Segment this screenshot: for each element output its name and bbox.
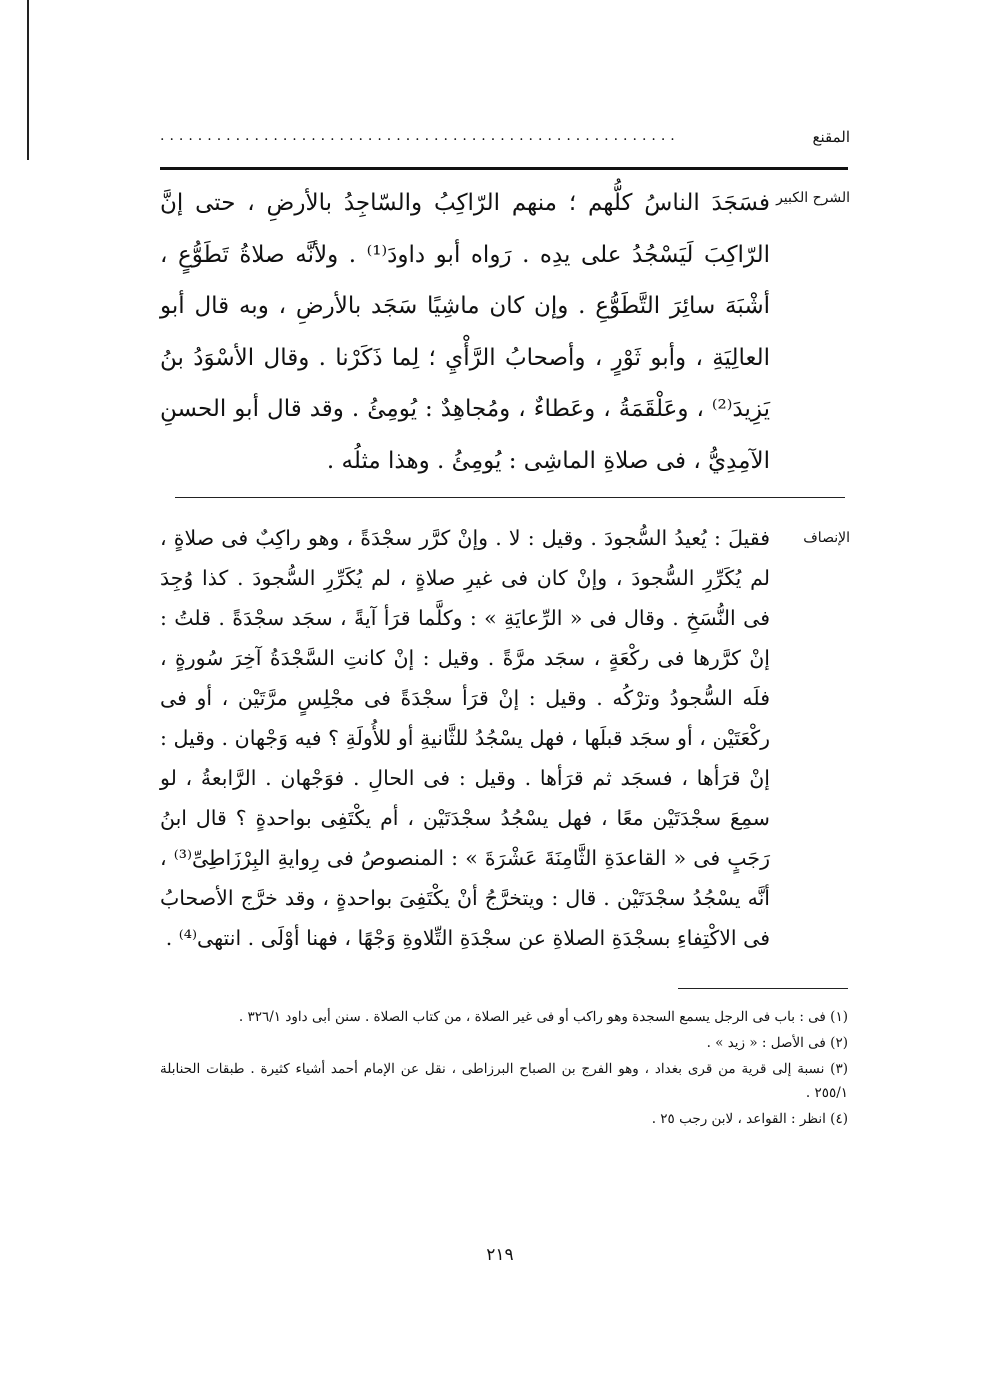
footnote-1: (١) فى : باب فى الرجل يسمع السجدة وهو راكب أو فى غير الصلاة ، من كتاب الصلاة . سنن أبى داود ٣٢٦/١ .	[238, 1009, 848, 1025]
section-body-sharh: فسَجَدَ الناسُ كلُّهم ؛ منهم الرّاكِبُ والسّاجِدُ بالأرضِ ، حتى إنَّ الرّاكِبَ لَيَسْجُدُ على يدِه . رَواه أبو داودَ⁽¹⁾ . ولأنَّه صلاةُ تَطَوُّعٍ ، أشْبَهَ سائِرَ التَّطَوُّعِ . وإن كان ماشِيًا سَجَد بالأرضِ ، وبه قال أبو العالِيَةِ ، وأبو ثَوْرٍ ، وأصحابُ الرَّأْيِ ؛ لِما ذَكَرْنا . وقال الأسْوَدُ بنُ يَزِيدَ⁽²⁾ ، وعَلْقَمَةُ ، وعَطاءٌ ، ومُجاهِدٌ : يُومِئُ . وقد قال أبو الحسنِ الآمِدِيُّ ، فى صلاةِ الماشِى : يُومِئُ . وهذا مثلُه .	[160, 190, 770, 474]
section-insaf	[120, 518, 850, 978]
margin-line	[27, 0, 29, 160]
header-book-name: المقنع	[812, 128, 850, 146]
section-label-insaf: الإنصاف	[803, 530, 850, 546]
footnotes	[160, 1005, 848, 1133]
page-number: ٢١٩	[486, 1245, 514, 1265]
section-body-insaf: فقيلَ : يُعيدُ السُّجودَ . وقيل : لا . وإنْ كرَّر سجْدَةً ، وهو راكِبٌ فى صلاةٍ ، لم يُكَرِّرِ السُّجودَ ، وإنْ كان فى غيرِ صلاةٍ ، لم يُكَرِّرِ السُّجودَ . كذا وُجِدَ فى النُّسَخِ . وقال فى « الرِّعايَةِ » : وكلَّما قرَأ آيةً ، سجَد سجْدَةً . قلتُ : إنْ كرَّرها فى ركْعَةٍ ، سجَد مرَّةً . وقيل : إنْ كانتِ السَّجْدَةُ آخِرَ سُورةٍ ، فلَه السُّجودُ وترْكُه . وقيل : إنْ قرَأ سجْدَةً فى مجْلِسٍ مرَّتَيْن ، أو فى ركْعَتَيْن ، أو سجَد قبلَها ، فهل يسْجُدُ للثَّانيةِ أو للأُولَةِ ؟ فيه وَجْهان . وقيل : إنْ قرَأها ، فسجَد ثم قرَأها . وقيل : فى الحالِ . فوَجْهان . الرَّابعةُ ، لو سمِعَ سجْدَتَيْن معًا ، فهل يسْجُدُ سجْدَتَيْن ، أم يكْتَفِى بواحدةٍ ؟ قال ابنُ رَجَبٍ فى « القاعدَةِ الثَّامِنَةَ عَشْرَةَ » : المنصوصُ فى رِوايةِ البِرْزَاطِىِّ⁽³⁾ ، أنَّه يسْجُدُ سجْدَتَيْن . قال : ويتخرَّجُ أنْ يكْتَفِىَ بواحدةٍ ، وقد خرَّج الأصحابُ فى الاكْتِفاءِ بسجْدَةِ الصلاةِ عن سجْدَةِ التِّلاوةِ وَجْهًا ، فهنا أوْلَى . انتهى⁽⁴⁾ .	[160, 526, 770, 950]
section-divider	[175, 497, 845, 498]
footnote-4: (٤) انظر : القواعد ، لابن رجب ٢٥ .	[651, 1111, 848, 1127]
header-dot-leader: .......................................................	[160, 128, 680, 144]
footnote-2: (٢) فى الأصل : « زيد » .	[706, 1035, 848, 1051]
footnote-rule	[678, 988, 848, 989]
section-label-sharh: الشرح الكبير	[776, 190, 850, 206]
page-header	[80, 118, 850, 158]
footnote-3: (٣) نسبة إلى قرية من قرى بغداد ، وهو الفرج بن الصباح البرزاطى ، نقل عن الإمام أحمد أشياء كثيرة . طبقات الحنابلة ٢٥٥/١ .	[160, 1061, 848, 1101]
header-rule	[160, 167, 848, 170]
section-sharh	[120, 178, 850, 488]
